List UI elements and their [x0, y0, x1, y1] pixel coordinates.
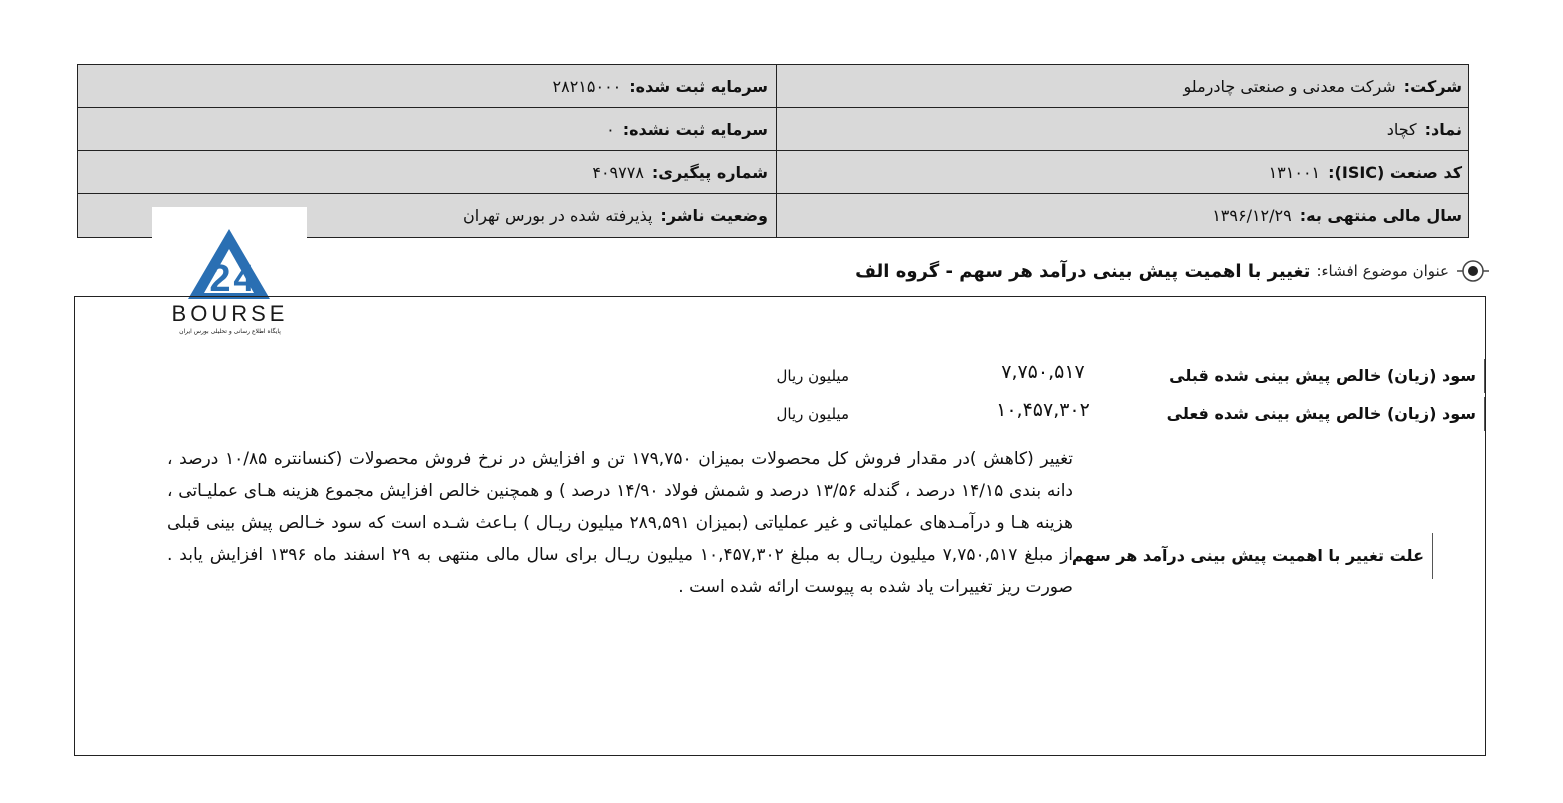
company-cell — [776, 65, 1468, 107]
company-label: شرکت: — [1403, 76, 1462, 96]
previous-forecast-label: سود (زیان) خالص پیش بینی شده قبلی — [1165, 359, 1485, 393]
isic-value: ۱۳۱۰۰۱ — [1268, 162, 1321, 182]
tracking-label: شماره پیگیری: — [651, 162, 768, 182]
isic-cell — [776, 151, 1468, 193]
registered-capital-cell — [78, 65, 776, 107]
unregistered-capital-cell — [78, 108, 776, 150]
symbol-label: نماد: — [1424, 119, 1462, 139]
fiscal-year-value: ۱۳۹۶/۱۲/۲۹ — [1212, 206, 1292, 225]
logo-tagline: پایگاه اطلاع رسانی و تحلیلی بورس ایران — [179, 328, 281, 335]
registered-capital-value: ۲۸۲۱۵۰۰۰ — [552, 76, 622, 96]
previous-forecast-unit: میلیون ریال — [776, 367, 849, 385]
isic-label: کد صنعت (ISIC): — [1328, 162, 1462, 182]
current-forecast-value: ۱۰,۴۵۷,۳۰۲ — [996, 399, 1090, 421]
current-forecast-unit: میلیون ریال — [776, 405, 849, 423]
info-row-symbol — [78, 108, 1468, 151]
reason-text: تغییر (کاهش )در مقدار فروش کل محصولات بمیزان ۱۷۹,۷۵۰ تن و افزایش در نرخ فروش محصولات (کنسانتره ۱۰/۸۵ درصد ، دانه بندی ۱۴/۱۵ درصد ، گندله ۱۳/۵۶ درصد و شمش فولاد ۱۴/۹۰ درصد ) و همچنین خالص افزایش مجموع هزینه هـای عملیـاتی ، هزینه هـا و درآمـدهای عملیاتی و غیر عملیاتی (بمیزان ۲۸۹,۵۹۱ میلیون ریـال ) بـاعث شـده است که سود خـالص پیش بینی قبلی از مبلغ ۷,۷۵۰,۵۱۷ میلیون ریـال به مبلغ ۱۰,۴۵۷,۳۰۲ میلیون ریـال برای سال مالی منتهی به ۲۹ اسفند ماه ۱۳۹۶ افزایش یابد . صورت ریز تغییرات یاد شده به پیوست ارائه شده است . — [167, 449, 1074, 597]
publisher-status-label: وضعیت ناشر: — [660, 206, 768, 225]
symbol-cell — [776, 108, 1468, 150]
registered-capital-label: سرمایه ثبت شده: — [629, 76, 768, 96]
info-row-company — [78, 65, 1468, 108]
fiscal-year-cell — [776, 194, 1468, 237]
symbol-value: کچاد — [1386, 119, 1417, 139]
previous-forecast-value: ۷,۷۵۰,۵۱۷ — [1001, 361, 1085, 383]
unregistered-capital-label: سرمایه ثبت نشده: — [622, 119, 768, 139]
target-icon — [1457, 255, 1489, 287]
logo-digit-4: 4 — [233, 258, 255, 300]
fiscal-year-label: سال مالی منتهی به: — [1299, 206, 1462, 225]
forecast-box — [74, 296, 1486, 756]
unregistered-capital-value: ۰ — [606, 119, 615, 139]
disclosure-subject — [855, 255, 1489, 287]
info-row-isic — [78, 151, 1468, 194]
current-forecast-label: سود (زیان) خالص پیش بینی شده فعلی — [1165, 397, 1485, 431]
tracking-cell — [78, 151, 776, 193]
subject-label: عنوان موضوع افشاء: — [1316, 262, 1449, 280]
logo-digit-2: 2 — [209, 258, 231, 300]
tracking-value: ۴۰۹۷۷۸ — [592, 162, 644, 182]
company-value: شرکت معدنی و صنعتی چادرملو — [1183, 76, 1396, 96]
subject-title: تغییر با اهمیت پیش بینی درآمد هر سهم - گروه الف — [855, 260, 1311, 282]
logo-brand-text: BOURSE — [171, 301, 289, 326]
reason-label: علت تغییر با اهمیت پیش بینی درآمد هر سهم — [1072, 533, 1433, 579]
publisher-status-value: پذیرفته شده در بورس تهران — [463, 206, 653, 225]
